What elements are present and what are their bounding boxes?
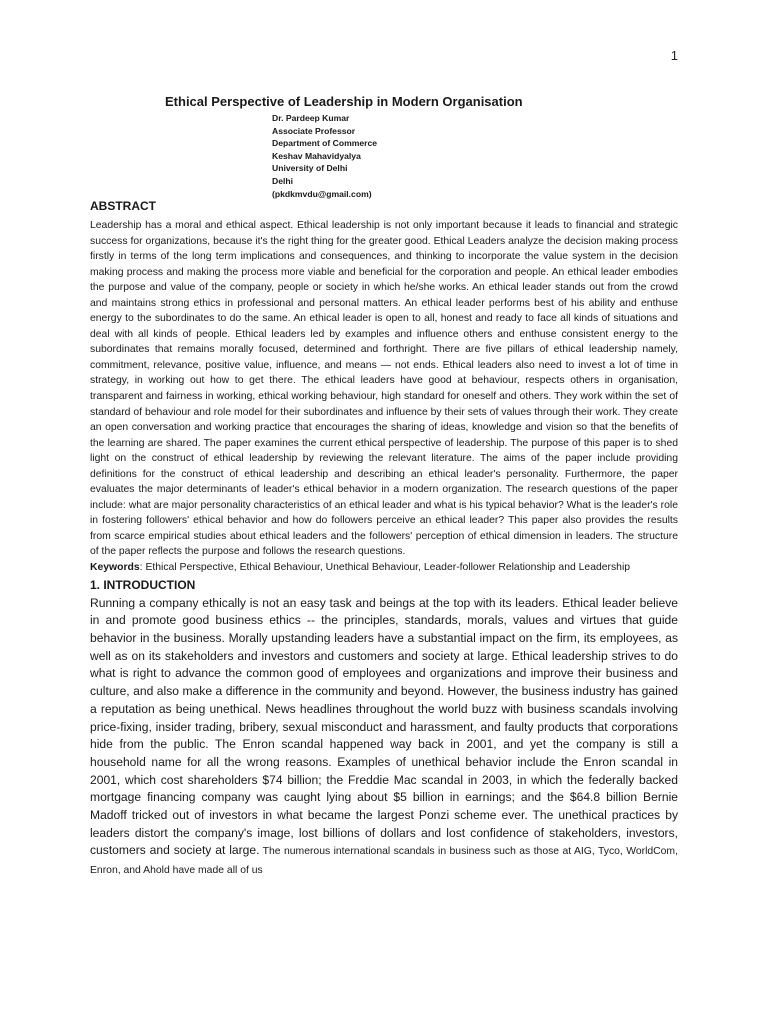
paper-title: Ethical Perspective of Leadership in Modern Organisation (165, 94, 523, 109)
paper-content (90, 218, 678, 880)
page-number: 1 (670, 48, 678, 63)
author-department: Department of Commerce (272, 138, 378, 149)
keywords-text: : Ethical Perspective, Ethical Behaviour, Unethical Behaviour, Leader-follower Relationship and Leadership (139, 562, 631, 574)
abstract-body: Leadership has a moral and ethical aspect. Ethical leadership is not only important because it leads to financial and strategic success for organizations, because it's the right thing for the greater good. Ethical Leaders analyze the decision making process firstly in terms of the long term implications and consequences, and thinking to incorporate the value system in the decision making process and making the process more viable and beneficial for the corporation and people. An ethical leader embodies the purpose and value of the company, people or society in which he/she works. An ethical leader stands out from the crowd and maintains strong ethics in professional and personal matters. An ethical leader performs best of his ability and enthuse energy to the subordinates to do the same. An ethical leader is open to all, honest and ready to face all kinds of situations and deal with all kinds of people. Ethical leaders led by examples and influence others and enthuse consistent energy to the subordinates that remains morally focused, determined and forthright. There are five pillars of ethical leadership namely, commitment, relevance, positive value, influence, and means — not ends. Ethical leaders also need to invest a lot of time in strategy, in working out how to get there. The ethical leaders have good at behaviour, respects others in organisation, transparent and fairness in working, ethical working behaviour, high standard for oneself and others. They work within the set of standard of behaviour and role model for their subordinates and influence by their sets of values through their work. They create an open conversation and working practice that encourages the sharing of ideas, knowledge and vision so that the benefits of the learning are shared. The paper examines the current ethical perspective of leadership. The purpose of this paper is to shed light on the construct of ethical leadership by reviewing the relevant literature. The aims of the paper include providing definitions for the construct of ethical leadership and describing an ethical leader's personality. Furthermore, the paper evaluates the major determinants of leader's ethical behavior in a modern organization. The research questions of the paper include: what are major personality characteristics of an ethical leader and what is his typical behavior? What is the leader's role in fostering followers' ethical behavior and how do followers perceive an ethical leader? This paper also provides the results from scarce empirical studies about ethical leaders and the followers' perception of ethical dimension in leaders. The structure of the paper reflects the purpose and follows the research questions. (90, 220, 678, 558)
author-name: Dr. Pardeep Kumar (272, 113, 350, 123)
introduction-tail: The numerous international scandals in business such as those at AIG, Tyco, WorldCom, Enron, and Ahold have made all of us (90, 846, 678, 877)
author-college: Keshav Mahavidyalya (272, 150, 361, 161)
keywords-paragraph (90, 560, 678, 576)
introduction-heading: 1. INTRODUCTION (90, 577, 196, 592)
keywords-label: Keywords (90, 562, 140, 574)
author-block (272, 112, 377, 200)
author-position: Associate Professor (272, 125, 356, 136)
author-city: Delhi (272, 175, 294, 186)
introduction-text: Running a company ethically is not an easy task and beings at the top with its leaders. Ethical leader believe in and promote good business ethics -- the principles, standards, morals, values and virtues that guide behavior in the business. Morally upstanding leaders have a substantial impact on the firm, its employees, as well as on its stakeholders and investors and customers and society at large. Ethical leadership strives to do what is right to advance the common good of employees and organizations and improve their business and culture, and also make a difference in the community and beyond. However, the business industry has gained a reputation as being unethical. News headlines throughout the world buzz with business scandals involving price-fixing, insider trading, bribery, sexual misconduct and harassment, and faulty products that corporations hide from the public. The Enron scandal happened way back in 2001, and yet the company is still a household name for all the wrong reasons. Examples of unethical behavior include the Enron scandal in 2001, which cost shareholders $74 billion; the Freddie Mac scandal in 2003, in which the federally backed mortgage financing company was caught lying about $5 billion in earnings; and the $64.8 billion Bernie Madoff tricked out of investors in what became the largest Ponzi scheme ever. The unethical practices by leaders distort the company's image, lost billions of dollars and lost confidence of stakeholders, investors, customers and society at large. (90, 595, 678, 858)
author-university: University of Delhi (272, 163, 348, 174)
introduction-body (90, 595, 678, 880)
abstract-heading: ABSTRACT (90, 199, 156, 213)
author-email: (pkdkmvdu@gmail.com) (272, 188, 372, 199)
